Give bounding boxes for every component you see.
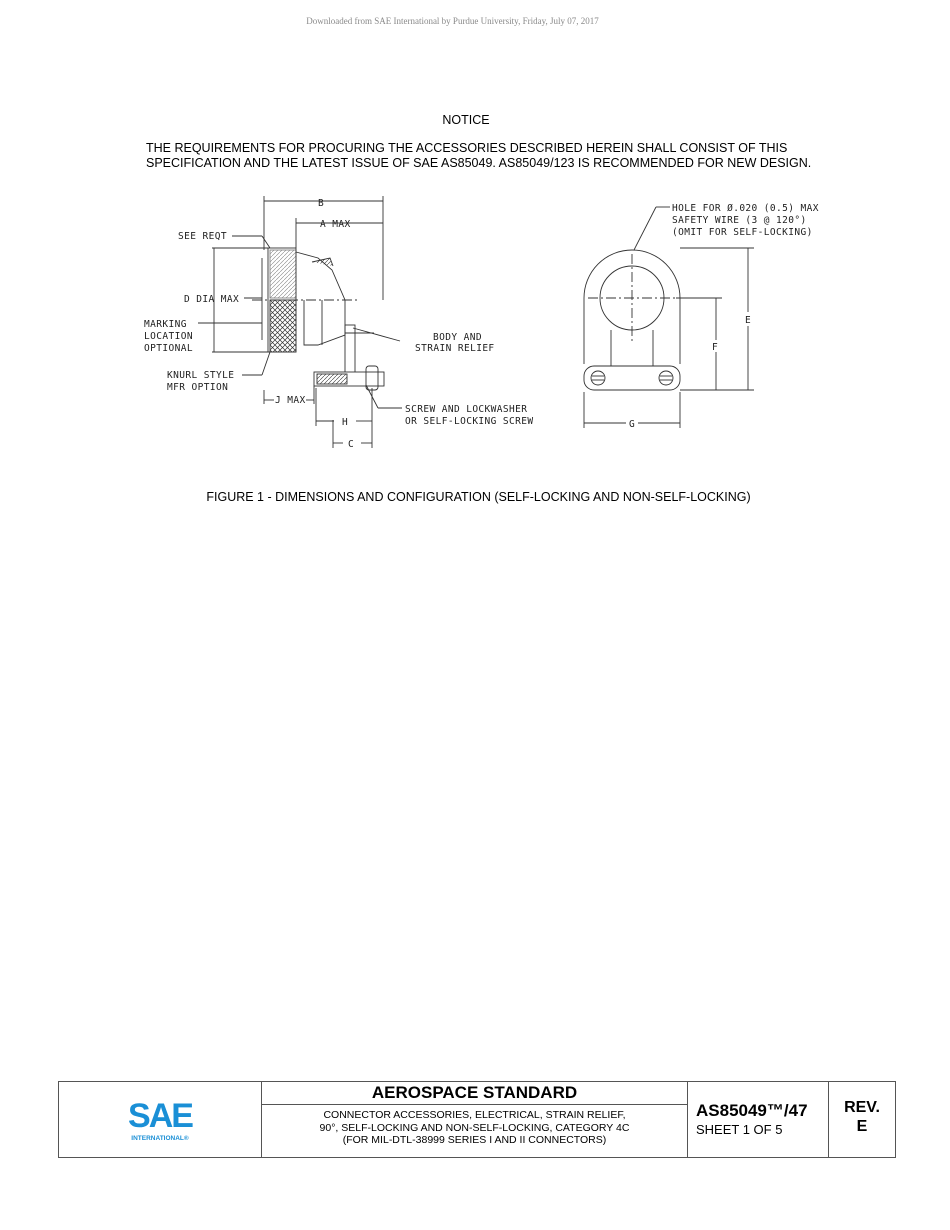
dim-b-label: B: [318, 198, 325, 209]
see-reqt-label: SEE REQT: [178, 231, 227, 242]
d-dia-max-label: D DIA MAX: [184, 294, 240, 305]
knurl-label-2: MFR OPTION: [167, 382, 229, 393]
marking-label-3: OPTIONAL: [144, 343, 193, 354]
standard-description: [262, 1105, 687, 1157]
title-block-middle: [262, 1082, 688, 1157]
hole-label-2: SAFETY WIRE (3 @ 120°): [672, 215, 807, 226]
dim-e-label: E: [745, 315, 752, 326]
hole-label-3: (OMIT FOR SELF-LOCKING): [672, 227, 813, 238]
body-label-1: BODY AND: [433, 332, 482, 343]
description-line-2: 90°, SELF-LOCKING AND NON-SELF-LOCKING, CATEGORY 4C: [319, 1121, 630, 1134]
dim-j-max-label: J MAX: [275, 395, 306, 406]
screw-label-1: SCREW AND LOCKWASHER: [405, 404, 528, 415]
notice-title: NOTICE: [442, 113, 490, 127]
dim-a-max-label: A MAX: [320, 219, 351, 230]
side-view: [198, 196, 402, 448]
body-label-2: STRAIN RELIEF: [415, 343, 495, 354]
screw-label-2: OR SELF-LOCKING SCREW: [405, 416, 534, 427]
dim-c-label: C: [348, 439, 355, 450]
dim-g-label: G: [629, 419, 636, 430]
marking-label-2: LOCATION: [144, 331, 193, 342]
revision-label: REV.: [844, 1099, 880, 1116]
knurl-label-1: KNURL STYLE: [167, 370, 235, 381]
marking-label-1: MARKING: [144, 319, 187, 330]
revision-cell: [829, 1082, 895, 1157]
end-view-labels: [629, 203, 819, 430]
figure-caption: FIGURE 1 - DIMENSIONS AND CONFIGURATION (SELF-LOCKING AND NON-SELF-LOCKING): [206, 490, 751, 504]
sae-logo: [59, 1082, 262, 1157]
standard-heading: AEROSPACE STANDARD: [262, 1082, 687, 1105]
dim-h-label: H: [342, 417, 349, 428]
hole-label-1: HOLE FOR Ø.020 (0.5) MAX: [672, 203, 819, 214]
document-number: AS85049™/47: [696, 1101, 808, 1120]
sheet-number: SHEET 1 OF 5: [696, 1122, 783, 1137]
description-line-1: CONNECTOR ACCESSORIES, ELECTRICAL, STRAIN RELIEF,: [323, 1109, 626, 1121]
notice-line-1: THE REQUIREMENTS FOR PROCURING THE ACCESSORIES DESCRIBED HEREIN SHALL CONSIST OF THIS: [146, 141, 788, 155]
sae-logo-mark: [59, 1082, 261, 1157]
description-line-3: (FOR MIL-DTL-38999 SERIES I AND II CONNECTORS): [342, 1134, 607, 1146]
notice-line-2: SPECIFICATION AND THE LATEST ISSUE OF SAE AS85049. AS85049/123 IS RECOMMENDED FOR NEW DESIGN.: [146, 156, 812, 170]
title-block: [58, 1081, 896, 1158]
figure-1-drawing: [0, 180, 950, 460]
notice-body: [146, 141, 846, 171]
end-view: [584, 207, 754, 428]
download-watermark: Downloaded from SAE International by Purdue University, Friday, July 07, 2017: [306, 16, 599, 26]
side-view-labels: [144, 198, 534, 450]
logo-text: SAE: [128, 1097, 192, 1135]
logo-subtext: INTERNATIONAL®: [131, 1135, 189, 1142]
revision-value: E: [856, 1118, 868, 1135]
document-number-cell: [688, 1082, 829, 1157]
dim-f-label: F: [712, 342, 719, 353]
